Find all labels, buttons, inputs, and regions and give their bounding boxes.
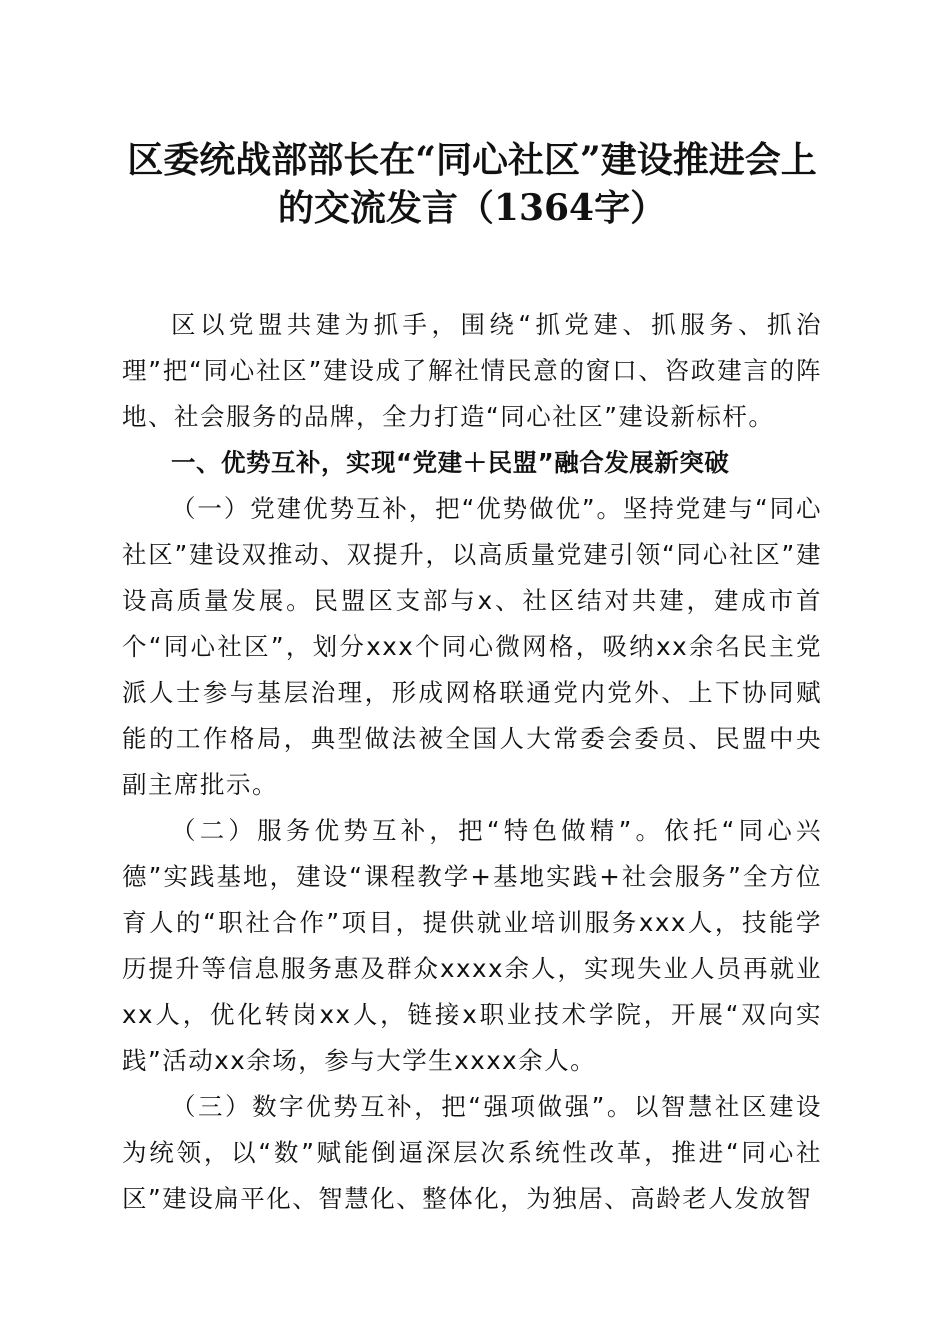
title-line-2: 的交流发言（1364字）	[277, 187, 667, 229]
section-1-heading: 一、优势互补，实现“党建＋民盟”融合发展新突破	[171, 448, 730, 477]
paragraph-service: （二）服务优势互补，把“特色做精”。依托“同心兴德”实践基地，建设“课程教学+基地实践+社会服务”全方位育人的“职社合作”项目，提供就业培训服务xxx人，技能学历提升等信息服务惠及群众xxxx余人，实现失业人员再就业xx人，优化转岗xx人，链接x职业技术学院，开展“双向实践”活动xx余场，参与大学生xxxx余人。	[122, 816, 822, 1075]
document-title	[122, 136, 822, 232]
title-line-1: 区委统战部部长在“同心社区”建设推进会上	[127, 139, 817, 181]
intro-paragraph: 区以党盟共建为抓手，围绕“抓党建、抓服务、抓治理”把“同心社区”建设成了解社情民意的窗口、咨政建言的阵地、社会服务的品牌，全力打造“同心社区”建设新标杆。	[122, 310, 822, 431]
paragraph-party-building: （一）党建优势互补，把“优势做优”。坚持党建与“同心社区”建设双推动、双提升，以高质量党建引领“同心社区”建设高质量发展。民盟区支部与x、社区结对共建，建成市首个“同心社区”，划分xxx个同心微网格，吸纳xx余名民主党派人士参与基层治理，形成网格联通党内党外、上下协同赋能的工作格局，典型做法被全国人大常委会委员、民盟中央副主席批示。	[122, 494, 822, 799]
paragraph-digital: （三）数字优势互补，把“强项做强”。以智慧社区建设为统领，以“数”赋能倒逼深层次系统性改革，推进“同心社区”建设扁平化、智慧化、整体化，为独居、高龄老人发放智	[122, 1092, 822, 1213]
